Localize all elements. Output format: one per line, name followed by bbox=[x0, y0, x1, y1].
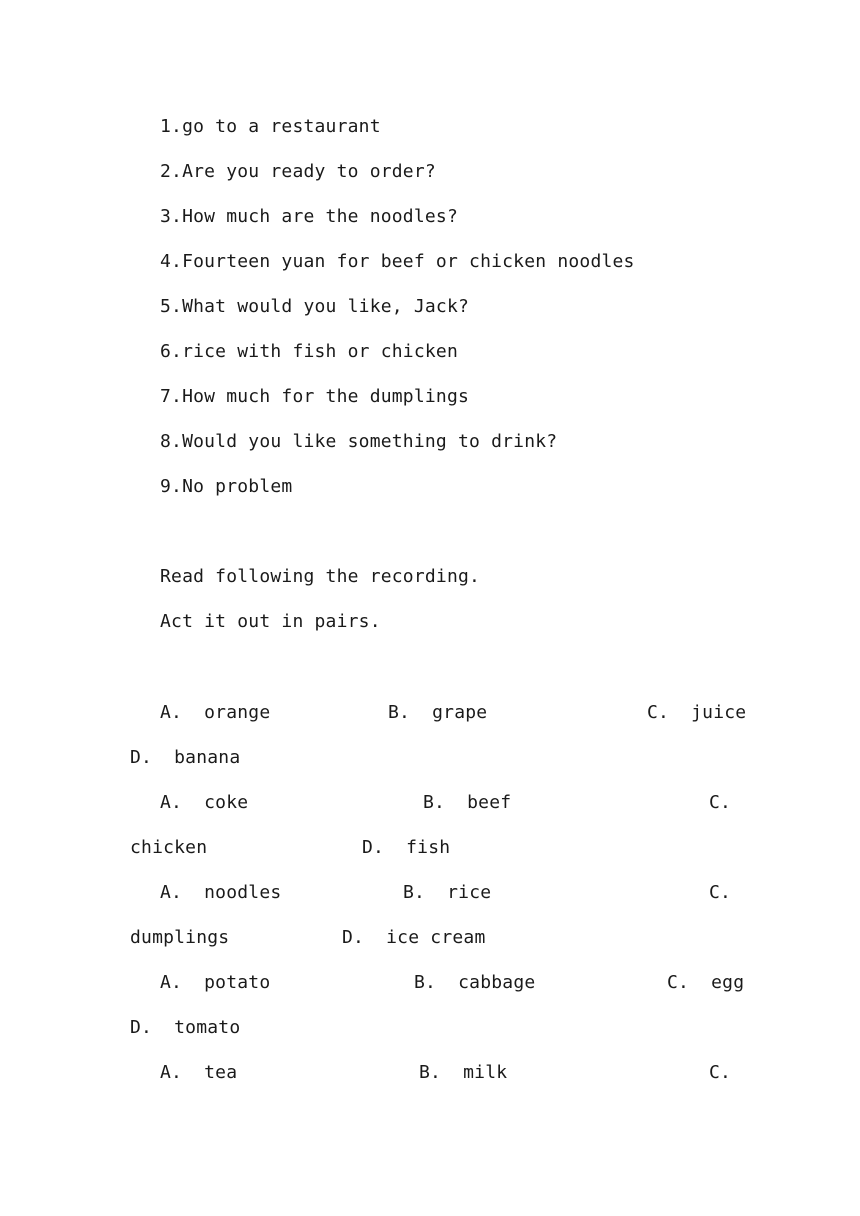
phrase-item: 9.No problem bbox=[160, 476, 293, 497]
option-d: D. tomato bbox=[130, 1017, 241, 1038]
instruction-line: Read following the recording. bbox=[160, 566, 481, 587]
option-d: D. fish bbox=[362, 837, 451, 858]
option-a: A. coke bbox=[160, 792, 249, 813]
phrase-item: 5.What would you like, Jack? bbox=[160, 296, 470, 317]
phrase-item: 2.Are you ready to order? bbox=[160, 161, 436, 182]
option-c: C. bbox=[709, 882, 732, 903]
phrase-item: 4.Fourteen yuan for beef or chicken noodles bbox=[160, 251, 635, 272]
option-c-text: chicken bbox=[130, 837, 208, 858]
option-b: B. milk bbox=[419, 1062, 508, 1083]
option-d: D. banana bbox=[130, 747, 241, 768]
option-c: C. juice bbox=[647, 702, 747, 723]
option-b: B. beef bbox=[423, 792, 512, 813]
phrase-item: 6.rice with fish or chicken bbox=[160, 341, 458, 362]
phrase-item: 1.go to a restaurant bbox=[160, 116, 381, 137]
option-a: A. potato bbox=[160, 972, 271, 993]
option-a: A. noodles bbox=[160, 882, 282, 903]
option-a: A. orange bbox=[160, 702, 271, 723]
phrase-item: 8.Would you like something to drink? bbox=[160, 431, 558, 452]
option-c: C. egg bbox=[667, 972, 745, 993]
option-a: A. tea bbox=[160, 1062, 238, 1083]
option-c-text: dumplings bbox=[130, 927, 230, 948]
instruction-line: Act it out in pairs. bbox=[160, 611, 381, 632]
option-b: B. cabbage bbox=[414, 972, 536, 993]
phrase-item: 3.How much are the noodles? bbox=[160, 206, 458, 227]
option-b: B. grape bbox=[388, 702, 488, 723]
phrase-item: 7.How much for the dumplings bbox=[160, 386, 470, 407]
option-d: D. ice cream bbox=[342, 927, 486, 948]
option-b: B. rice bbox=[403, 882, 492, 903]
option-c: C. bbox=[709, 792, 732, 813]
option-c: C. bbox=[709, 1062, 732, 1083]
